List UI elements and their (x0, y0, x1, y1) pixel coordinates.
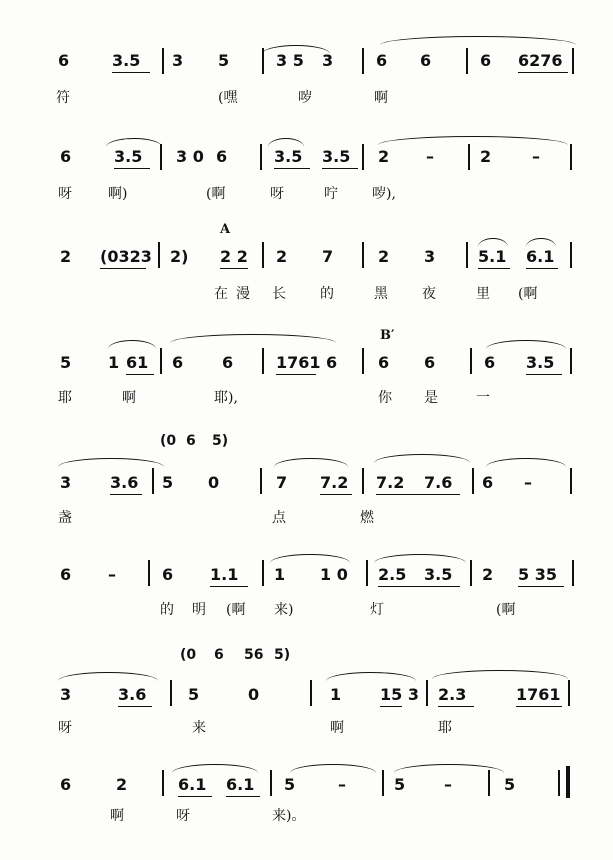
note: 3.6 (118, 685, 147, 704)
lyric: 漫 (236, 286, 250, 302)
lyric: 里 (476, 286, 490, 302)
note: 6 (60, 565, 72, 584)
ossia-note: 5) (274, 647, 291, 663)
lyric: 呀 (176, 808, 190, 824)
lyric: 咛 (324, 186, 338, 202)
note: 1.1 (210, 565, 239, 584)
note: 6 (482, 473, 494, 492)
lyric: 是 (424, 390, 438, 406)
underline (526, 374, 562, 375)
note: 7.6 (424, 473, 453, 492)
underline (210, 586, 248, 587)
underline (220, 268, 248, 269)
note: 6 (484, 353, 496, 372)
note: 5 (60, 353, 72, 372)
note: 2 (480, 147, 492, 166)
barline (160, 144, 162, 170)
lyric: 啊 (122, 390, 136, 406)
barline (466, 48, 468, 74)
barline (470, 348, 472, 374)
underline (110, 494, 142, 495)
barline (472, 468, 474, 494)
note: 0 (208, 473, 220, 492)
underline (322, 168, 358, 169)
lyric: 盏 (58, 510, 72, 526)
lyric: 耶), (214, 390, 238, 406)
lyric: 啊 (374, 90, 388, 106)
lyric: (啊 (226, 602, 246, 618)
barline (152, 468, 154, 494)
slur (58, 672, 158, 681)
barline (162, 770, 164, 796)
note: 6 (326, 353, 338, 372)
section-mark: A (220, 222, 231, 237)
lyric: 在 (214, 286, 228, 302)
note: 6.1 (178, 775, 207, 794)
lyric: 符 (56, 90, 70, 106)
note: – (524, 473, 532, 492)
note: 2.5 (378, 565, 407, 584)
note: 6.1 (226, 775, 255, 794)
note: 3.6 (110, 473, 139, 492)
note: 3 0 (176, 147, 204, 166)
barline (362, 468, 364, 494)
barline (170, 680, 172, 706)
note: 6 (480, 51, 492, 70)
note: 1 (330, 685, 342, 704)
note: 6 (378, 353, 390, 372)
underline (320, 494, 352, 495)
barline (262, 48, 264, 74)
lyric: 啊 (110, 808, 124, 824)
slur (58, 458, 164, 467)
slur (478, 238, 508, 247)
note: – (338, 775, 346, 794)
lyric: 点 (272, 510, 286, 526)
slur (486, 340, 566, 349)
underline (376, 494, 460, 495)
barline (262, 348, 264, 374)
underline (100, 268, 146, 269)
note: – (426, 147, 434, 166)
ossia-note: 5) (212, 433, 229, 449)
lyric: 呀 (270, 186, 284, 202)
slur (270, 554, 350, 563)
lyric: 呀 (58, 186, 72, 202)
underline (378, 586, 460, 587)
slur (374, 454, 470, 463)
ossia-note: 56 (244, 647, 264, 663)
lyric: 长 (272, 286, 286, 302)
lyric: (啊 (496, 602, 516, 618)
note: 2 (378, 147, 390, 166)
ossia-note: (0 (160, 433, 177, 449)
slur (170, 334, 336, 343)
underline (114, 168, 150, 169)
barline (362, 242, 364, 268)
note: 6 (60, 147, 72, 166)
note: 2 (60, 247, 72, 266)
note: 6 (424, 353, 436, 372)
note: 6 (162, 565, 174, 584)
barline (260, 468, 262, 494)
note: 7 (276, 473, 288, 492)
note: 3 (60, 685, 72, 704)
note: 1 (108, 353, 120, 372)
note: 2 2 (220, 247, 248, 266)
underline (276, 374, 316, 375)
underline (518, 72, 568, 73)
note: 2.3 (438, 685, 467, 704)
lyric: 黑 (374, 286, 388, 302)
note: 2 (116, 775, 128, 794)
barline (270, 770, 272, 796)
note: 15 3 (380, 685, 419, 704)
note: 6 (420, 51, 432, 70)
lyric: 夜 (422, 286, 436, 302)
note: 3 (60, 473, 72, 492)
note: 5 (162, 473, 174, 492)
barline (158, 242, 160, 268)
note: 6 (172, 353, 184, 372)
note: 2 (276, 247, 288, 266)
note: 6.1 (526, 247, 555, 266)
note: 2) (170, 247, 189, 266)
barline (568, 680, 570, 706)
barline (426, 680, 428, 706)
note: 5 (394, 775, 406, 794)
note: 3 5 (276, 51, 304, 70)
note: 3.5 (112, 51, 141, 70)
barline (148, 560, 150, 586)
underline (518, 586, 564, 587)
slur (432, 670, 568, 679)
underline (126, 374, 154, 375)
note: 5 (218, 51, 230, 70)
slur (106, 138, 162, 147)
barline (468, 144, 470, 170)
note: 1761 (516, 685, 561, 704)
barline (558, 770, 560, 796)
note: 1761 (276, 353, 321, 372)
lyric: 来)。 (272, 808, 306, 824)
note: 7 (322, 247, 334, 266)
slur (378, 136, 568, 145)
lyric: (啊 (206, 186, 226, 202)
barline (570, 144, 572, 170)
barline (160, 348, 162, 374)
underline (526, 268, 558, 269)
note: 5 35 (518, 565, 557, 584)
note: 5 (188, 685, 200, 704)
barline (570, 242, 572, 268)
lyric: 的 (160, 602, 174, 618)
note: 3 (322, 51, 334, 70)
underline (478, 268, 510, 269)
final-barline (566, 766, 570, 798)
slur (108, 340, 156, 349)
underline (274, 168, 310, 169)
note: 3.5 (322, 147, 351, 166)
ossia-note: 6 (214, 647, 224, 663)
note: 5 (504, 775, 516, 794)
lyric: 你 (378, 390, 392, 406)
note: 6276 (518, 51, 563, 70)
lyric: 耶 (438, 720, 452, 736)
slur (268, 138, 304, 147)
slur (526, 238, 556, 247)
note: 1 0 (320, 565, 348, 584)
note: 3 (424, 247, 436, 266)
barline (260, 144, 262, 170)
underline (516, 706, 562, 707)
section-mark: B′ (380, 328, 395, 343)
barline (310, 680, 312, 706)
lyric: 的 (320, 286, 334, 302)
barline (470, 560, 472, 586)
slur (380, 36, 576, 45)
lyric: 一 (476, 390, 490, 406)
underline (438, 706, 474, 707)
lyric: 燃 (360, 510, 374, 526)
underline (118, 706, 152, 707)
underline (226, 796, 260, 797)
note: 3.5 (114, 147, 143, 166)
note: 6 (376, 51, 388, 70)
note: – (444, 775, 452, 794)
note: 3.5 (526, 353, 555, 372)
lyric: 哕), (372, 186, 396, 202)
note: 7.2 (376, 473, 405, 492)
lyric: 来) (274, 602, 294, 618)
slur (486, 458, 566, 467)
barline (488, 770, 490, 796)
barline (572, 560, 574, 586)
note: 2 (378, 247, 390, 266)
note: 6 (58, 51, 70, 70)
barline (366, 560, 368, 586)
barline (466, 242, 468, 268)
lyric: 灯 (370, 602, 384, 618)
slur (374, 554, 466, 563)
note: 61 (126, 353, 149, 372)
barline (162, 48, 164, 74)
note: 7.2 (320, 473, 349, 492)
note: 1 (274, 565, 286, 584)
slur (290, 764, 376, 773)
note: 5.1 (478, 247, 507, 266)
barline (570, 348, 572, 374)
note: – (532, 147, 540, 166)
barline (382, 770, 384, 796)
barline (570, 468, 572, 494)
barline (572, 48, 574, 74)
note: 5 (284, 775, 296, 794)
barline (362, 144, 364, 170)
slur (172, 764, 258, 773)
note: 2 (482, 565, 494, 584)
barline (262, 560, 264, 586)
note: 0 (248, 685, 260, 704)
barline (362, 348, 364, 374)
ossia-note: (0 (180, 647, 197, 663)
barline (362, 48, 364, 74)
lyric: (啊 (518, 286, 538, 302)
barline (262, 242, 264, 268)
note: – (108, 565, 116, 584)
slur (326, 672, 416, 681)
underline (380, 706, 402, 707)
ossia-note: 6 (186, 433, 196, 449)
lyric: (嘿 (218, 90, 238, 106)
lyric: 啊 (330, 720, 344, 736)
note: 6 (216, 147, 228, 166)
underline (178, 796, 212, 797)
note: 3.5 (424, 565, 453, 584)
note: 3.5 (274, 147, 303, 166)
underline (112, 72, 150, 73)
note: 6 (222, 353, 234, 372)
slur (274, 458, 348, 467)
lyric: 明 (192, 602, 206, 618)
note: 3 (172, 51, 184, 70)
lyric: 啊) (108, 186, 128, 202)
lyric: 呀 (58, 720, 72, 736)
note: (0323 (100, 247, 152, 266)
note: 6 (60, 775, 72, 794)
lyric: 来 (192, 720, 206, 736)
lyric: 耶 (58, 390, 72, 406)
lyric: 哕 (298, 90, 312, 106)
